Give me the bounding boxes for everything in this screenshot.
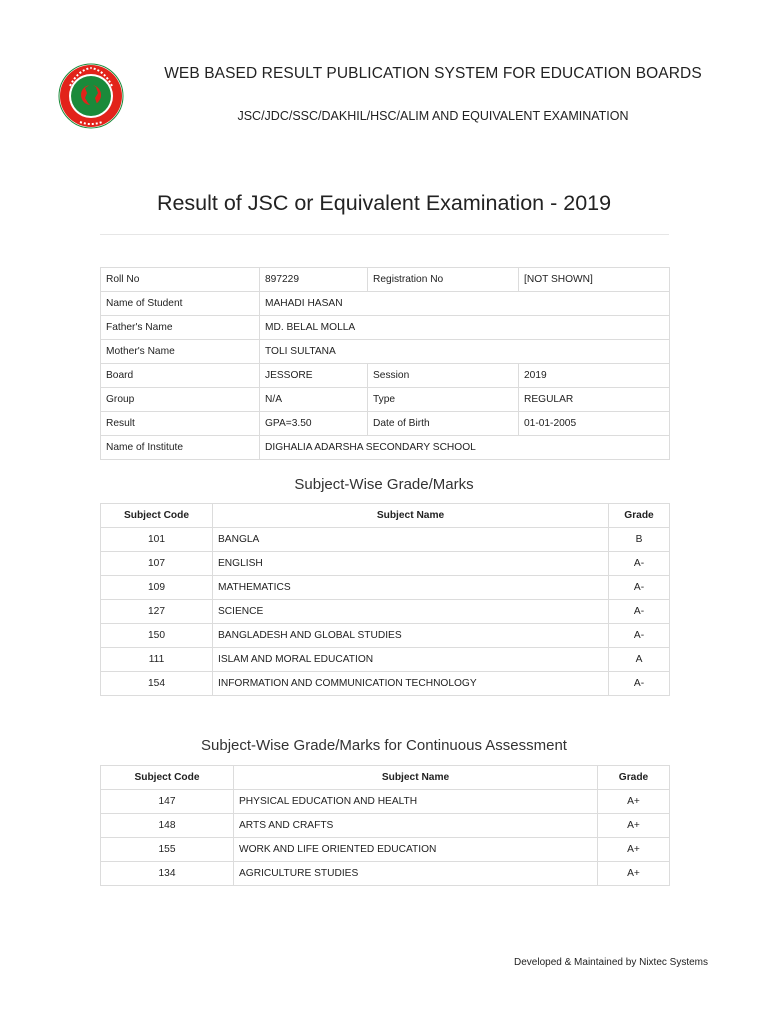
institute-value: DIGHALIA ADARSHA SECONDARY SCHOOL	[260, 436, 670, 460]
table-header-row	[101, 766, 670, 790]
registration-label: Registration No	[368, 268, 519, 292]
grade: B	[609, 528, 670, 552]
table-row	[101, 552, 670, 576]
table-row	[101, 316, 670, 340]
grade: A-	[609, 576, 670, 600]
table-row	[101, 600, 670, 624]
subject-code: 101	[101, 528, 213, 552]
table-row	[101, 268, 670, 292]
section-title-grades: Subject-Wise Grade/Marks	[294, 476, 474, 493]
table-row	[101, 340, 670, 364]
mother-name-label: Mother's Name	[101, 340, 260, 364]
subject-name: PHYSICAL EDUCATION AND HEALTH	[234, 790, 598, 814]
grade: A	[609, 648, 670, 672]
subject-code: 134	[101, 862, 234, 886]
group-value: N/A	[260, 388, 368, 412]
subject-name: ARTS AND CRAFTS	[234, 814, 598, 838]
header-subject-code: Subject Code	[101, 766, 234, 790]
subject-name: WORK AND LIFE ORIENTED EDUCATION	[234, 838, 598, 862]
board-value: JESSORE	[260, 364, 368, 388]
table-row	[101, 576, 670, 600]
group-label: Group	[101, 388, 260, 412]
type-label: Type	[368, 388, 519, 412]
site-title: WEB BASED RESULT PUBLICATION SYSTEM FOR EDUCATION BOARDS	[164, 65, 702, 82]
type-value: REGULAR	[519, 388, 670, 412]
section-title-continuous-assessment: Subject-Wise Grade/Marks for Continuous Assessment	[201, 737, 567, 754]
subject-code: 111	[101, 648, 213, 672]
table-row	[101, 648, 670, 672]
site-subtitle: JSC/JDC/SSC/DAKHIL/HSC/ALIM AND EQUIVALENT EXAMINATION	[237, 109, 629, 123]
subject-name: AGRICULTURE STUDIES	[234, 862, 598, 886]
student-name-value: MAHADI HASAN	[260, 292, 670, 316]
subject-name: BANGLADESH AND GLOBAL STUDIES	[213, 624, 609, 648]
roll-value: 897229	[260, 268, 368, 292]
subject-name: MATHEMATICS	[213, 576, 609, 600]
subject-code: 109	[101, 576, 213, 600]
government-seal-logo	[58, 62, 124, 130]
subject-grades-table	[100, 503, 670, 696]
table-row	[101, 292, 670, 316]
continuous-assessment-table	[100, 765, 670, 886]
student-info-table	[100, 267, 670, 460]
session-value: 2019	[519, 364, 670, 388]
header-subject-name: Subject Name	[213, 504, 609, 528]
divider	[100, 234, 669, 235]
header-grade: Grade	[609, 504, 670, 528]
subject-code: 150	[101, 624, 213, 648]
subject-code: 107	[101, 552, 213, 576]
subject-code: 127	[101, 600, 213, 624]
grade: A+	[598, 838, 670, 862]
board-label: Board	[101, 364, 260, 388]
grade: A+	[598, 814, 670, 838]
subject-name: SCIENCE	[213, 600, 609, 624]
roll-label: Roll No	[101, 268, 260, 292]
table-row	[101, 814, 670, 838]
institute-label: Name of Institute	[101, 436, 260, 460]
student-name-label: Name of Student	[101, 292, 260, 316]
header-subject-code: Subject Code	[101, 504, 213, 528]
subject-name: BANGLA	[213, 528, 609, 552]
header-subject-name: Subject Name	[234, 766, 598, 790]
subject-name: INFORMATION AND COMMUNICATION TECHNOLOGY	[213, 672, 609, 696]
subject-code: 147	[101, 790, 234, 814]
table-row	[101, 412, 670, 436]
result-label: Result	[101, 412, 260, 436]
grade: A-	[609, 552, 670, 576]
dob-value: 01-01-2005	[519, 412, 670, 436]
mother-name-value: TOLI SULTANA	[260, 340, 670, 364]
table-row	[101, 388, 670, 412]
subject-name: ENGLISH	[213, 552, 609, 576]
registration-value: [NOT SHOWN]	[519, 268, 670, 292]
grade: A-	[609, 672, 670, 696]
session-label: Session	[368, 364, 519, 388]
subject-code: 154	[101, 672, 213, 696]
table-row	[101, 862, 670, 886]
subject-name: ISLAM AND MORAL EDUCATION	[213, 648, 609, 672]
subject-code: 155	[101, 838, 234, 862]
page-title: Result of JSC or Equivalent Examination - 2019	[156, 191, 612, 215]
table-row	[101, 528, 670, 552]
subject-code: 148	[101, 814, 234, 838]
table-row	[101, 436, 670, 460]
grade: A-	[609, 624, 670, 648]
table-header-row	[101, 504, 670, 528]
dob-label: Date of Birth	[368, 412, 519, 436]
father-name-value: MD. BELAL MOLLA	[260, 316, 670, 340]
header-grade: Grade	[598, 766, 670, 790]
footer-credit: Developed & Maintained by Nixtec Systems	[514, 957, 708, 968]
table-row	[101, 672, 670, 696]
result-value: GPA=3.50	[260, 412, 368, 436]
table-row	[101, 790, 670, 814]
grade: A+	[598, 862, 670, 886]
grade: A+	[598, 790, 670, 814]
table-row	[101, 624, 670, 648]
table-row	[101, 364, 670, 388]
table-row	[101, 838, 670, 862]
grade: A-	[609, 600, 670, 624]
father-name-label: Father's Name	[101, 316, 260, 340]
